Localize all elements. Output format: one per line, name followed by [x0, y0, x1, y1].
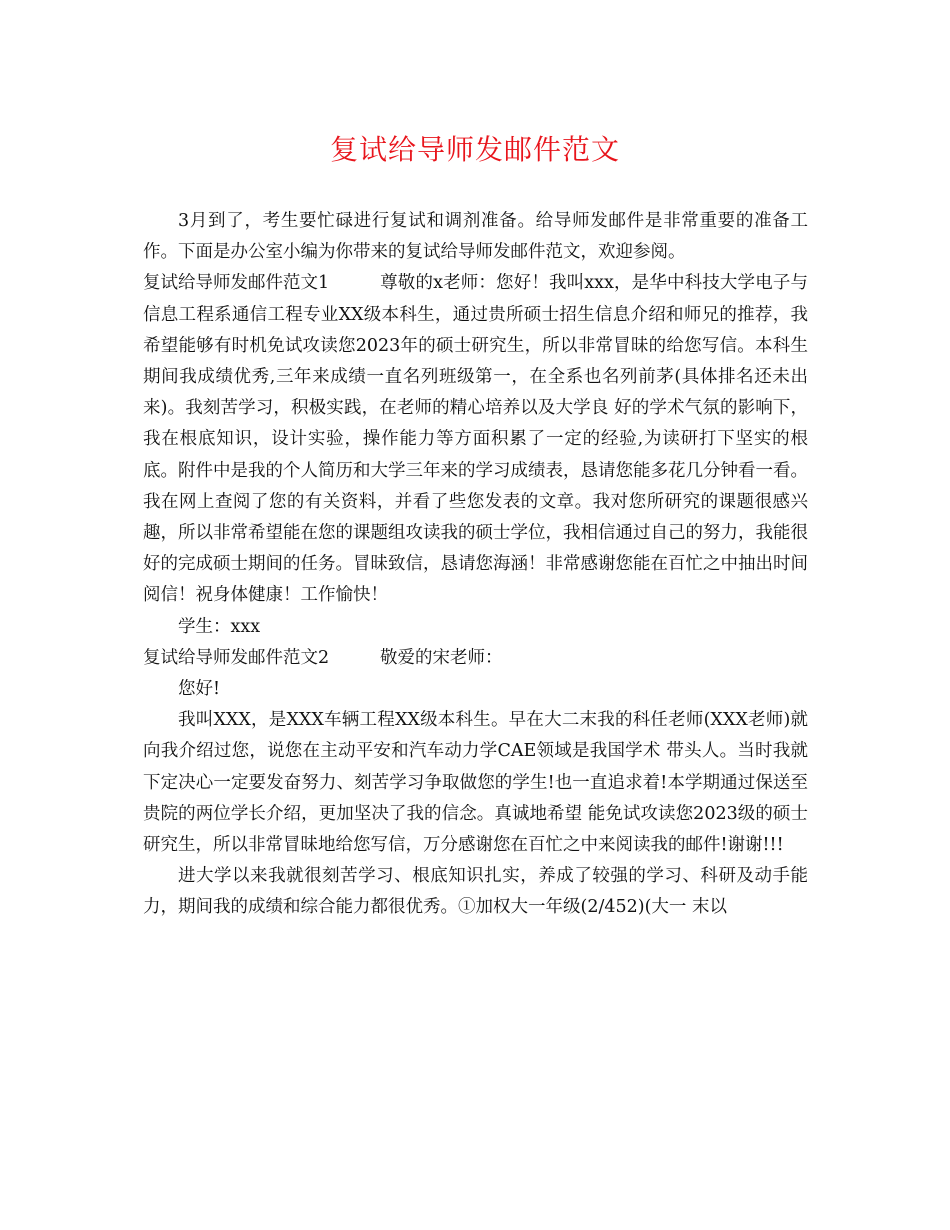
intro-paragraph: 3月到了，考生要忙碌进行复试和调剂准备。给导师发邮件是非常重要的准备工作。下面是办公室小编为你带来的复试给导师发邮件范文，欢迎参阅。	[143, 211, 808, 263]
document-title: 复试给导师发邮件范文	[329, 133, 620, 166]
sample1-greeting: 尊敬的x老师：	[380, 273, 497, 294]
sample2-paragraph1: 我叫XXX，是XXX车辆工程XX级本科生。早在大二末我的科任老师(XXX老师)就向我介绍过您，说您在主动平安和汽车动力学CAE领域是我国学术 带头人。当时我就下定决心一定要发奋努力、刻苦学习争取做您的学生!也一直追求着!本学期通过保送至贵院的两位学长介绍，更加坚决了我的信念。真诚地希望 能免试攻读您2023级的硕士研究生，所以非常冒昧地给您写信，万分感谢您在百忙之中来阅读我的邮件!谢谢!!!	[143, 710, 808, 856]
sample2-greeting: 敬爱的宋老师：	[380, 647, 503, 668]
sample2-hello: 您好!	[178, 679, 221, 700]
sample2-heading: 复试给导师发邮件范文2	[143, 647, 330, 668]
sample2-heading-line	[143, 643, 808, 674]
document-body	[143, 206, 808, 924]
sample1-heading: 复试给导师发邮件范文1	[143, 273, 330, 294]
sample1-signature: 学生：xxx	[178, 616, 261, 637]
sample1-body: 您好！我叫xxx，是华中科技大学电子与信息工程系通信工程专业XX级本科生，通过贵所硕士招生信息介绍和师兄的推荐，我希望能够有时机免试攻读您2023年的硕士研究生，所以非常冒昧的给您写信。本科生期间我成绩优秀,三年来成绩一直名列班级第一，在全系也名列前茅(具体排名还未出来)。我刻苦学习，积极实践，在老师的精心培养以及大学良 好的学术气氛的影响下，我在根底知识，设计实验，操作能力等方面积累了一定的经验,为读研打下坚实的根底。附件中是我的个人简历和大学三年来的学习成绩表，恳请您能多花几分钟看一看。我在网上查阅了您的有关资料，并看了些您发表的文章。我对您所研究的课题很感兴趣，所以非常希望能在您的课题组攻读我的硕士学位，我相信通过自己的努力，我能很好的完成硕士期间的任务。冒昧致信，恳请您海涵！非常感谢您能在百忙之中抽出时间阅信！祝身体健康！工作愉快！	[143, 273, 808, 606]
sample1-block	[143, 268, 808, 611]
sample2-paragraph2: 进大学以来我就很刻苦学习、根底知识扎实，养成了较强的学习、科研及动手能力，期间我的成绩和综合能力都很优秀。①加权大一年级(2/452)(大一 末以	[143, 866, 808, 918]
